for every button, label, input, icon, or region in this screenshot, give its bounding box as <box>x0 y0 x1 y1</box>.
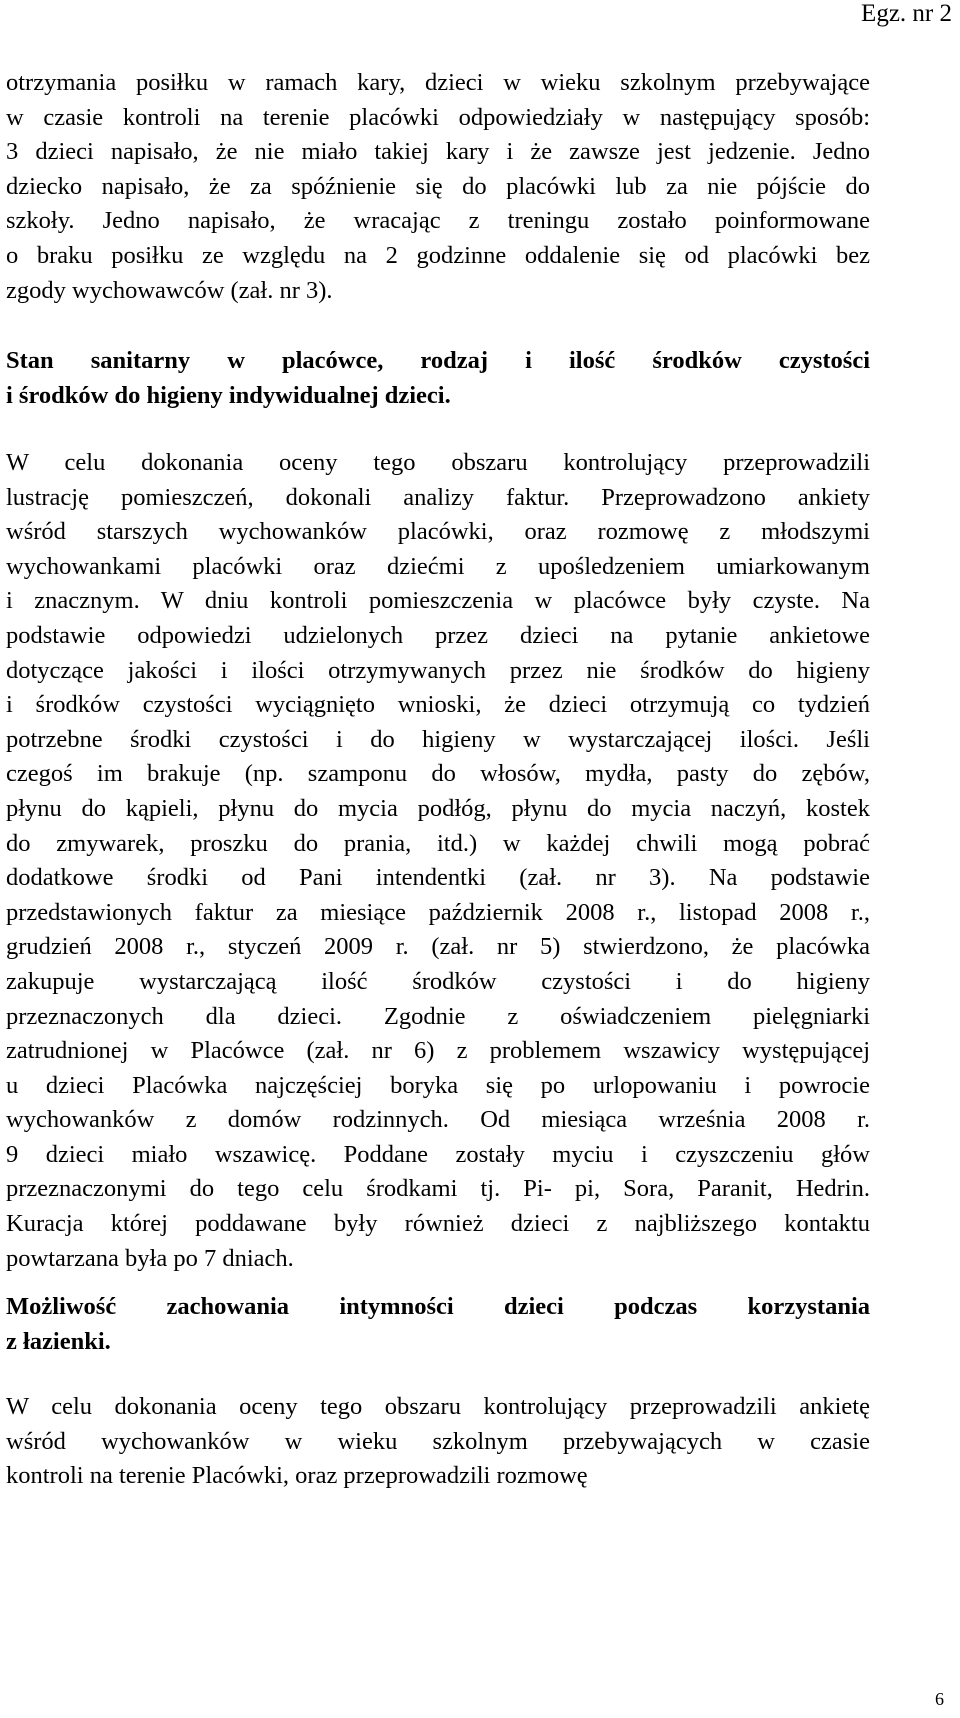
text-line: dziecko napisało, że za spóźnienie się do placówki lub za nie pójście do <box>6 172 870 200</box>
text-line: otrzymania posiłku w ramach kary, dzieci w wieku szkolnym przebywające <box>6 69 870 96</box>
text-line: Stan sanitarny w placówce, rodzaj i ilość środków czystości <box>6 347 870 374</box>
text-line: do zmywarek, proszku do prania, itd.) w każdej chwili mogą pobrać <box>6 829 870 857</box>
text-line: wychowankami placówki oraz dziećmi z upośledzeniem umiarkowanym <box>6 552 870 580</box>
paragraph-meal-punishment <box>6 66 870 308</box>
text-line: o braku posiłku ze względu na 2 godzinne oddalenie się od placówki bez <box>6 241 870 269</box>
text-line: zakupuje wystarczającą ilość środków czystości i do higieny <box>6 967 870 995</box>
heading-bathroom-privacy <box>6 1290 870 1359</box>
text-line: W celu dokonania oceny tego obszaru kontrolujący przeprowadzili <box>6 449 870 476</box>
text-line: 9 dzieci miało wszawicę. Poddane zostały myciu i czyszczeniu głów <box>6 1140 870 1168</box>
heading-sanitary-state <box>6 344 870 413</box>
paragraph-sanitary-assessment <box>6 446 870 1276</box>
text-line: grudzień 2008 r., styczeń 2009 r. (zał. nr 5) stwierdzono, że placówka <box>6 933 870 961</box>
text-line: przeznaczonych dla dzieci. Zgodnie z oświadczeniem pielęgniarki <box>6 1002 870 1030</box>
text-line: i środków do higieny indywidualnej dzieci. <box>6 381 451 409</box>
copy-number-label: Egz. nr 2 <box>861 0 952 27</box>
text-line: i środków czystości wyciągnięto wnioski, że dzieci otrzymują co tydzień <box>6 691 870 719</box>
text-line: u dzieci Placówka najczęściej boryka się po urlopowaniu i powrocie <box>6 1071 870 1099</box>
text-line: dodatkowe środki od Pani intendentki (zał. nr 3). Na podstawie <box>6 864 870 892</box>
text-line: kontroli na terenie Placówki, oraz przeprowadzili rozmowę <box>6 1462 588 1490</box>
text-line: czegoś im brakuje (np. szamponu do włosów, mydła, pasty do zębów, <box>6 760 870 788</box>
text-line: zatrudnionej w Placówce (zał. nr 6) z problemem wszawicy występującej <box>6 1037 870 1065</box>
text-line: dotyczące jakości i ilości otrzymywanych przez nie środków do higieny <box>6 656 870 684</box>
text-line: lustrację pomieszczeń, dokonali analizy faktur. Przeprowadzono ankiety <box>6 483 870 511</box>
text-line: W celu dokonania oceny tego obszaru kontrolujący przeprowadzili ankietę <box>6 1393 870 1420</box>
text-line: potrzebne środki czystości i do higieny w wystarczającej ilości. Jeśli <box>6 725 870 753</box>
paragraph-privacy-assessment <box>6 1390 870 1494</box>
text-line: przedstawionych faktur za miesiące październik 2008 r., listopad 2008 r., <box>6 898 870 926</box>
text-line: Możliwość zachowania intymności dzieci podczas korzystania <box>6 1293 870 1320</box>
text-line: zgody wychowawców (zał. nr 3). <box>6 276 333 304</box>
page-number: 6 <box>935 1689 944 1709</box>
text-line: w czasie kontroli na terenie placówki odpowiedziały w następujący sposób: <box>6 103 870 131</box>
text-line: Kuracja której poddawane były również dzieci z najbliższego kontaktu <box>6 1210 870 1238</box>
text-line: wśród starszych wychowanków placówki, oraz rozmowę z młodszymi <box>6 518 870 546</box>
text-line: 3 dzieci napisało, że nie miało takiej kary i że zawsze jest jedzenie. Jedno <box>6 138 870 166</box>
text-line: przeznaczonymi do tego celu środkami tj. Pi- pi, Sora, Paranit, Hedrin. <box>6 1175 870 1203</box>
text-line: powtarzana była po 7 dniach. <box>6 1244 294 1272</box>
text-line: z łazienki. <box>6 1327 111 1355</box>
text-line: wśród wychowanków w wieku szkolnym przebywających w czasie <box>6 1427 870 1455</box>
text-line: szkoły. Jedno napisało, że wracając z treningu zostało poinformowane <box>6 207 870 235</box>
text-line: wychowanków z domów rodzinnych. Od miesiąca września 2008 r. <box>6 1106 870 1134</box>
text-line: i znacznym. W dniu kontroli pomieszczenia w placówce były czyste. Na <box>6 587 870 615</box>
text-line: płynu do kąpieli, płynu do mycia podłóg, płynu do mycia naczyń, kostek <box>6 794 870 822</box>
text-line: podstawie odpowiedzi udzielonych przez dzieci na pytanie ankietowe <box>6 621 870 649</box>
